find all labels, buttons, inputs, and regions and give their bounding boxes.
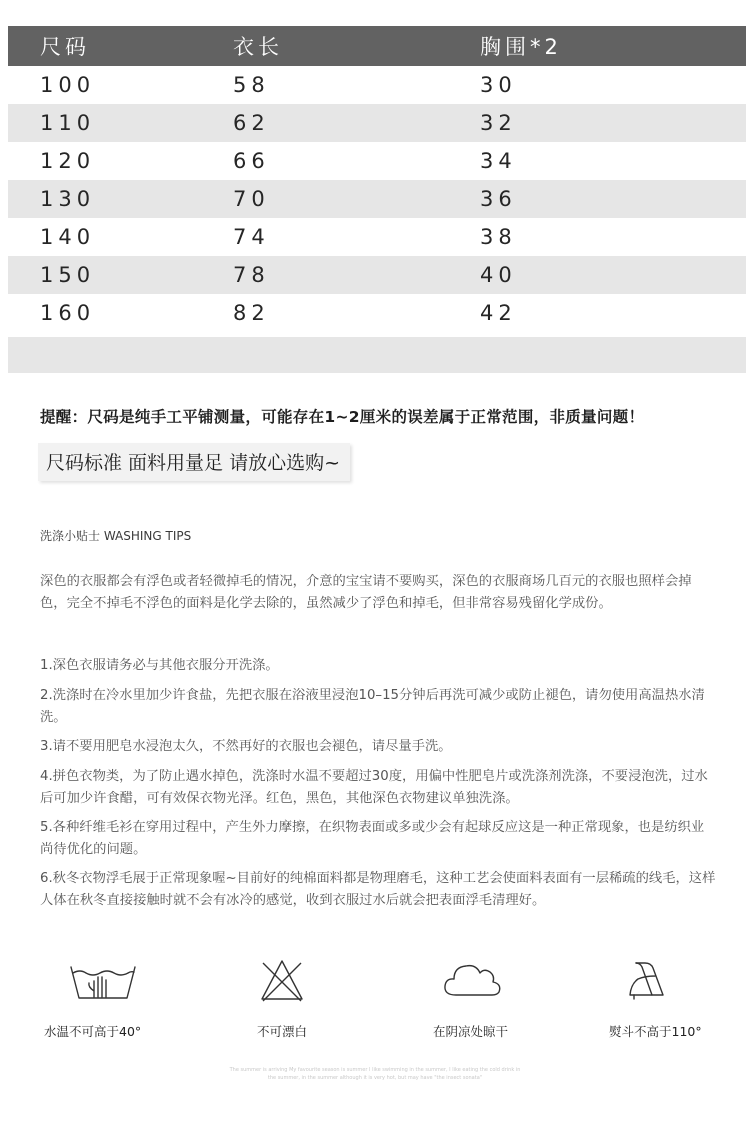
table-footer-band xyxy=(8,337,746,373)
table-row xyxy=(8,66,746,104)
care-label: 在阴凉处晾干 xyxy=(433,1024,509,1039)
header-size: 尺码 xyxy=(40,35,90,59)
care-label: 熨斗不高于110° xyxy=(609,1024,702,1039)
cell-size: 160 xyxy=(40,301,96,325)
washing-tip-item: 1.深色衣服请务必与其他衣服分开洗涤。 xyxy=(40,658,279,673)
washing-tip-item: 6.秋冬衣物浮毛展于正常现象喔~目前好的纯棉面料都是物理磨毛，这种工艺会使面料表面有一层稀疏的线毛，这样人体在秋冬直接接触时就不会有冰冷的感觉，收到衣服过水后就会把表面浮毛清理好。 xyxy=(40,871,716,908)
washing-tip-item: 2.洗涤时在冷水里加少许食盐，先把衣服在浴液里浸泡10–15分钟后再洗可减少或防止褪色，请勿使用高温热水清洗。 xyxy=(40,688,705,725)
washing-tips-title: 洗涤小贴士 WASHING TIPS xyxy=(40,529,192,543)
decorative-footnote xyxy=(180,1066,570,1082)
header-length: 衣长 xyxy=(233,35,283,59)
cell-size: 130 xyxy=(40,187,96,211)
shade-dry-icon xyxy=(398,955,548,1003)
table-header xyxy=(8,26,746,66)
cell-chest: 32 xyxy=(480,111,517,135)
washing-tip-item: 4.拼色衣物类，为了防止遇水掉色，洗涤时水温不要超过30度，用偏中性肥皂片或洗涤剂洗涤，不要浸泡洗，过水后可加少许食醋，可有效保衣物光泽。红色，黑色，其他深色衣物建议单独洗涤。 xyxy=(40,769,708,806)
cell-chest: 30 xyxy=(480,73,517,97)
cell-chest: 36 xyxy=(480,187,517,211)
washing-tip-item: 5.各种纤维毛衫在穿用过程中，产生外力摩擦，在织物表面或多或少会有起球反应这是一种正常现象，也是纺织业尚待优化的问题。 xyxy=(40,820,705,857)
washing-tip-item: 3.请不要用肥皂水浸泡太久，不然再好的衣服也会褪色，请尽量手洗。 xyxy=(40,739,452,754)
table-row xyxy=(8,218,746,256)
cell-size: 150 xyxy=(40,263,96,287)
table-row xyxy=(8,256,746,294)
cell-chest: 40 xyxy=(480,263,517,287)
cell-chest: 34 xyxy=(480,149,517,173)
iron-icon xyxy=(585,955,735,1003)
cell-length: 82 xyxy=(233,301,270,325)
header-chest: 胸围*2 xyxy=(480,35,562,59)
table-row xyxy=(8,294,746,332)
cell-length: 66 xyxy=(233,149,270,173)
care-label: 不可漂白 xyxy=(257,1024,308,1039)
measurement-reminder: 提醒：尺码是纯手工平铺测量，可能存在1~2厘米的误差属于正常范围，非质量问题！ xyxy=(40,408,645,426)
cell-size: 100 xyxy=(40,73,96,97)
washing-tips-intro: 深色的衣服都会有浮色或者轻微掉毛的情况，介意的宝宝请不要购买，深色的衣服商场几百元的衣服也照样会掉色，完全不掉毛不浮色的面料是化学去除的，虽然减少了浮色和掉毛，但非常容易残留化学成份。 xyxy=(40,574,692,611)
no-bleach-icon xyxy=(207,955,357,1003)
size-standard-note: 尺码标准 面料用量足 请放心选购~ xyxy=(38,443,350,481)
cell-size: 120 xyxy=(40,149,96,173)
cell-length: 70 xyxy=(233,187,270,211)
footnote-line: the summer, in the summer although it is very hot, but may have "the insect sonata" xyxy=(267,1075,483,1081)
care-label: 水温不可高于40° xyxy=(44,1024,142,1039)
hand-wash-icon xyxy=(28,955,178,1003)
cell-length: 74 xyxy=(233,225,270,249)
size-table xyxy=(8,26,746,373)
cell-size: 110 xyxy=(40,111,96,135)
cell-chest: 42 xyxy=(480,301,517,325)
footnote-line: The summer is arriving My favourite season is summer I like swimming in the summer, I like eating the cold drink in xyxy=(229,1067,521,1073)
cell-length: 62 xyxy=(233,111,270,135)
cell-length: 78 xyxy=(233,263,270,287)
cell-size: 140 xyxy=(40,225,96,249)
table-row xyxy=(8,142,746,180)
cell-length: 58 xyxy=(233,73,270,97)
cell-chest: 38 xyxy=(480,225,517,249)
table-row xyxy=(8,180,746,218)
table-row xyxy=(8,104,746,142)
